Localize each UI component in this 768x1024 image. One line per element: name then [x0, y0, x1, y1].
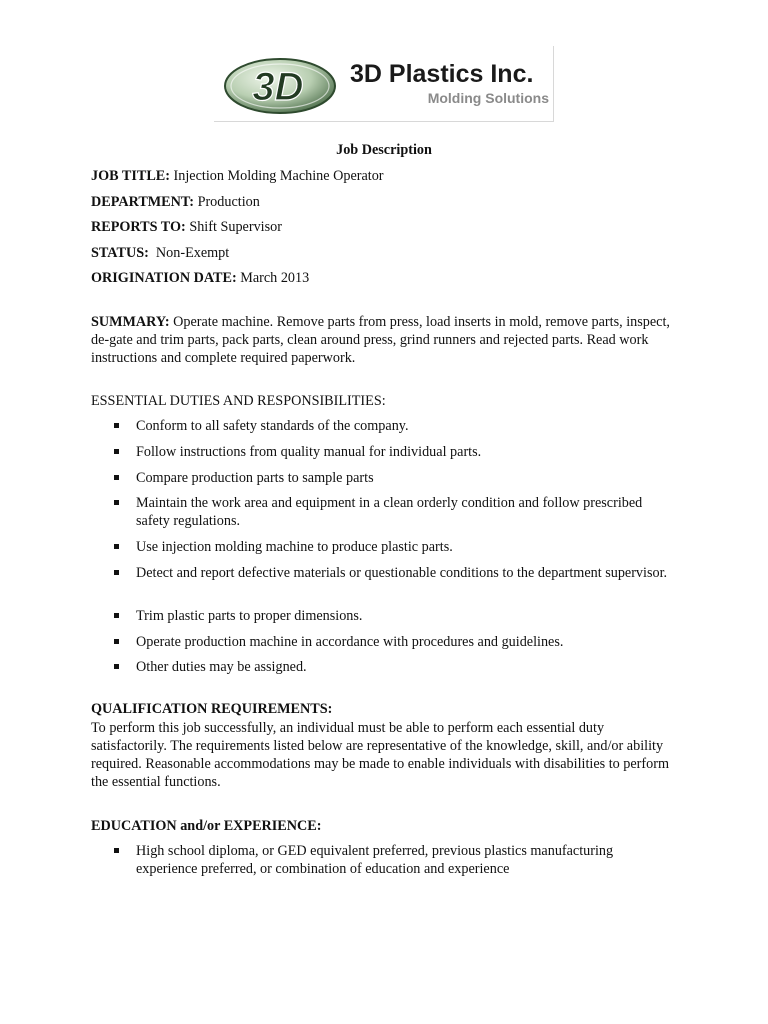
bullet-icon: [114, 475, 119, 480]
bullet-icon: [114, 544, 119, 549]
reports-to-value: Shift Supervisor: [185, 219, 282, 235]
duty-item: [114, 564, 674, 582]
bullet-icon: [114, 848, 119, 853]
duty-item: [114, 417, 674, 435]
bullet-icon: [114, 500, 119, 505]
qualifications-text: To perform this job successfully, an individual must be able to perform each essential duty satisfactorily. The requirements listed below are representative of the knowledge, skill, and/or ability required. Reasonable accommodations may be made to enable individuals with disabilities to perform the essential functions.: [91, 720, 669, 790]
reports-to-field: [91, 218, 282, 236]
duty-item-text: Detect and report defective materials or questionable conditions to the department supervisor.: [136, 565, 668, 581]
job-title-field: [91, 167, 384, 185]
bullet-icon: [114, 570, 119, 575]
origination-date-value: March 2013: [236, 270, 310, 286]
duty-item-text: Operate production machine in accordance with procedures and guidelines.: [136, 634, 564, 650]
summary-label: SUMMARY:: [91, 314, 170, 330]
status-field: [91, 244, 229, 262]
duty-item: [114, 538, 674, 556]
duty-item: [114, 633, 674, 651]
document-title: Job Description: [336, 142, 432, 158]
duties-heading: ESSENTIAL DUTIES AND RESPONSIBILITIES:: [91, 393, 386, 409]
duty-item-text: Conform to all safety standards of the company.: [136, 418, 409, 434]
education-item: [114, 842, 654, 878]
duty-item-text: Follow instructions from quality manual for individual parts.: [136, 444, 482, 460]
3d-logo-icon: [222, 52, 342, 116]
bullet-icon: [114, 613, 119, 618]
status-value: Non-Exempt: [148, 245, 230, 261]
duty-item: [114, 658, 674, 676]
job-title-value: Injection Molding Machine Operator: [169, 168, 384, 184]
qualifications-heading: QUALIFICATION REQUIREMENTS:: [91, 701, 333, 717]
logo-mark-text: 3D: [252, 65, 304, 109]
department-field: [91, 193, 260, 211]
duty-item-text: Trim plastic parts to proper dimensions.: [136, 608, 363, 624]
company-logo: [214, 46, 554, 122]
summary-paragraph: [91, 313, 681, 367]
logo-tagline: Molding Solutions: [427, 90, 549, 106]
duty-item-text: Maintain the work area and equipment in a clean orderly condition and follow prescribed safety regulations.: [136, 495, 643, 529]
bullet-icon: [114, 639, 119, 644]
summary-text: Operate machine. Remove parts from press, load inserts in mold, remove parts, inspect, de-gate and trim parts, pack parts, clean around press, grind runners and rejected parts. Read work instructions and complete required paperwork.: [91, 314, 670, 366]
bullet-icon: [114, 423, 119, 428]
job-title-label: JOB TITLE:: [91, 168, 170, 184]
duty-item-text: Use injection molding machine to produce plastic parts.: [136, 539, 453, 555]
status-label: STATUS:: [91, 245, 149, 261]
origination-date-label: ORIGINATION DATE:: [91, 270, 237, 286]
origination-date-field: [91, 269, 309, 287]
department-value: Production: [194, 194, 260, 210]
department-label: DEPARTMENT:: [91, 194, 195, 210]
education-heading: EDUCATION and/or EXPERIENCE:: [91, 818, 322, 834]
education-item-text: High school diploma, or GED equivalent preferred, previous plastics manufacturing experience preferred, or combination of education and experience: [136, 843, 614, 877]
duty-item: [114, 443, 674, 461]
logo-company-name: 3D Plastics Inc.: [350, 60, 534, 88]
duty-item: [114, 494, 674, 530]
bullet-icon: [114, 664, 119, 669]
bullet-icon: [114, 449, 119, 454]
duty-item: [114, 607, 674, 625]
duty-item-text: Other duties may be assigned.: [136, 659, 307, 675]
duty-item: [114, 469, 674, 487]
duty-item-text: Compare production parts to sample parts: [136, 470, 374, 486]
reports-to-label: REPORTS TO:: [91, 219, 186, 235]
